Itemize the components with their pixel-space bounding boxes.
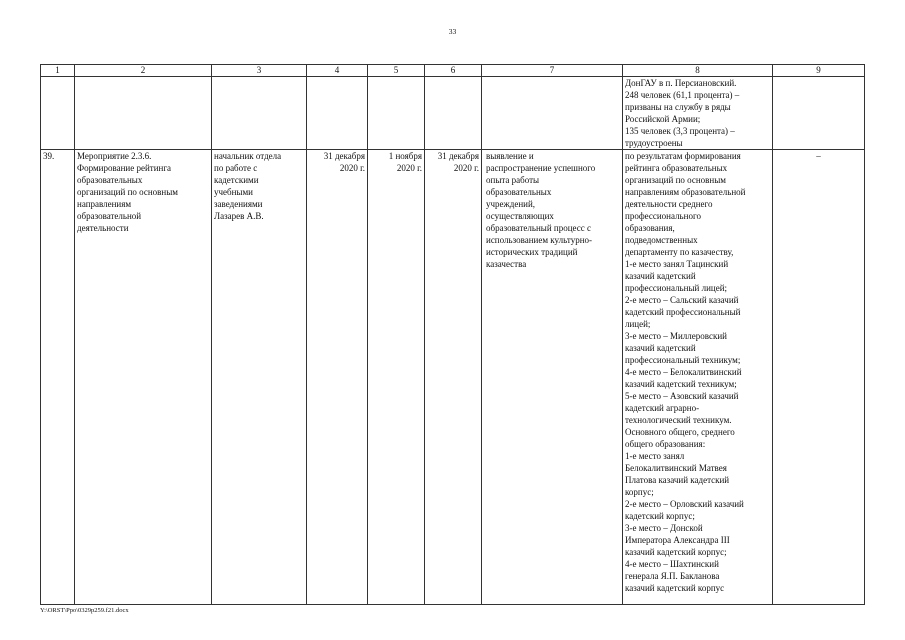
header-cell-1: 1 [41, 65, 75, 77]
col9-cell: – [773, 150, 865, 605]
cont-result-cell: ДонГАУ в п. Персиановский. 248 человек (61,1 процента) – призваны на службу в ряды Российской Армии; 135 человек (3,3 процента) – трудоустроены [623, 77, 773, 150]
header-cell-5: 5 [368, 65, 425, 77]
actual-result-cell: по результатам формирования рейтинга образовательных организаций по основным направлениям образовательной деятельности среднего профессионального образования, подведомственных департаменту по казачеству, 1-е место занял Тацинский казачий кадетский профессиональный лицей; 2-е место – Сальский казачий кадетский профессиональный лицей; 3-е место – Миллеровский казачий кадетский профессиональный техникум; 4-е место – Белокалитвинский казачий кадетский техникум; 5-е место – Азовский казачий кадетский аграрно- технологический техникум. Основного общего, среднего общего образования: 1-е место занял Белокалитвинский Матвея Платова казачий кадетский корпус; 2-е место – Орловский казачий кадетский корпус; 3-е место – Донской Императора Александра III казачий кадетский корпус; 4-е место – Шахтинский генерала Я.П. Бакланова казачий кадетский корпус [623, 150, 773, 605]
cont-cell-5 [368, 77, 425, 150]
cont-cell-9 [773, 77, 865, 150]
actual-date-cell: 1 ноября 2020 г. [368, 150, 425, 605]
cont-cell-6 [425, 77, 482, 150]
header-cell-3: 3 [212, 65, 307, 77]
header-cell-7: 7 [482, 65, 623, 77]
cont-cell-7 [482, 77, 623, 150]
table-row-39 [41, 150, 865, 605]
header-cell-2: 2 [75, 65, 212, 77]
planned-date-cell: 31 декабря 2020 г. [307, 150, 368, 605]
responsible-cell: начальник отдела по работе с кадетскими учебными заведениями Лазарев А.В. [212, 150, 307, 605]
page-number: 33 [448, 27, 457, 36]
header-cell-9: 9 [773, 65, 865, 77]
cont-cell-3 [212, 77, 307, 150]
header-cell-4: 4 [307, 65, 368, 77]
header-row [41, 65, 865, 77]
cont-cell-2 [75, 77, 212, 150]
report-table [40, 64, 865, 605]
expected-result-cell: выявление и распространение успешного опыта работы образовательных учреждений, осуществляющих образовательный процесс с использованием культурно- исторических традиций казачества [482, 150, 623, 605]
measure-cell: Мероприятие 2.3.6. Формирование рейтинга образовательных организаций по основным направлениям образовательной деятельности [75, 150, 212, 605]
header-cell-8: 8 [623, 65, 773, 77]
header-cell-6: 6 [425, 65, 482, 77]
row-number: 39. [41, 150, 75, 605]
end-date-cell: 31 декабря 2020 г. [425, 150, 482, 605]
cont-cell-1 [41, 77, 75, 150]
footer-file-path: Y:\ORST\Ppo\0329p259.f21.docx [40, 607, 129, 614]
cont-cell-4 [307, 77, 368, 150]
continuation-row [41, 77, 865, 150]
